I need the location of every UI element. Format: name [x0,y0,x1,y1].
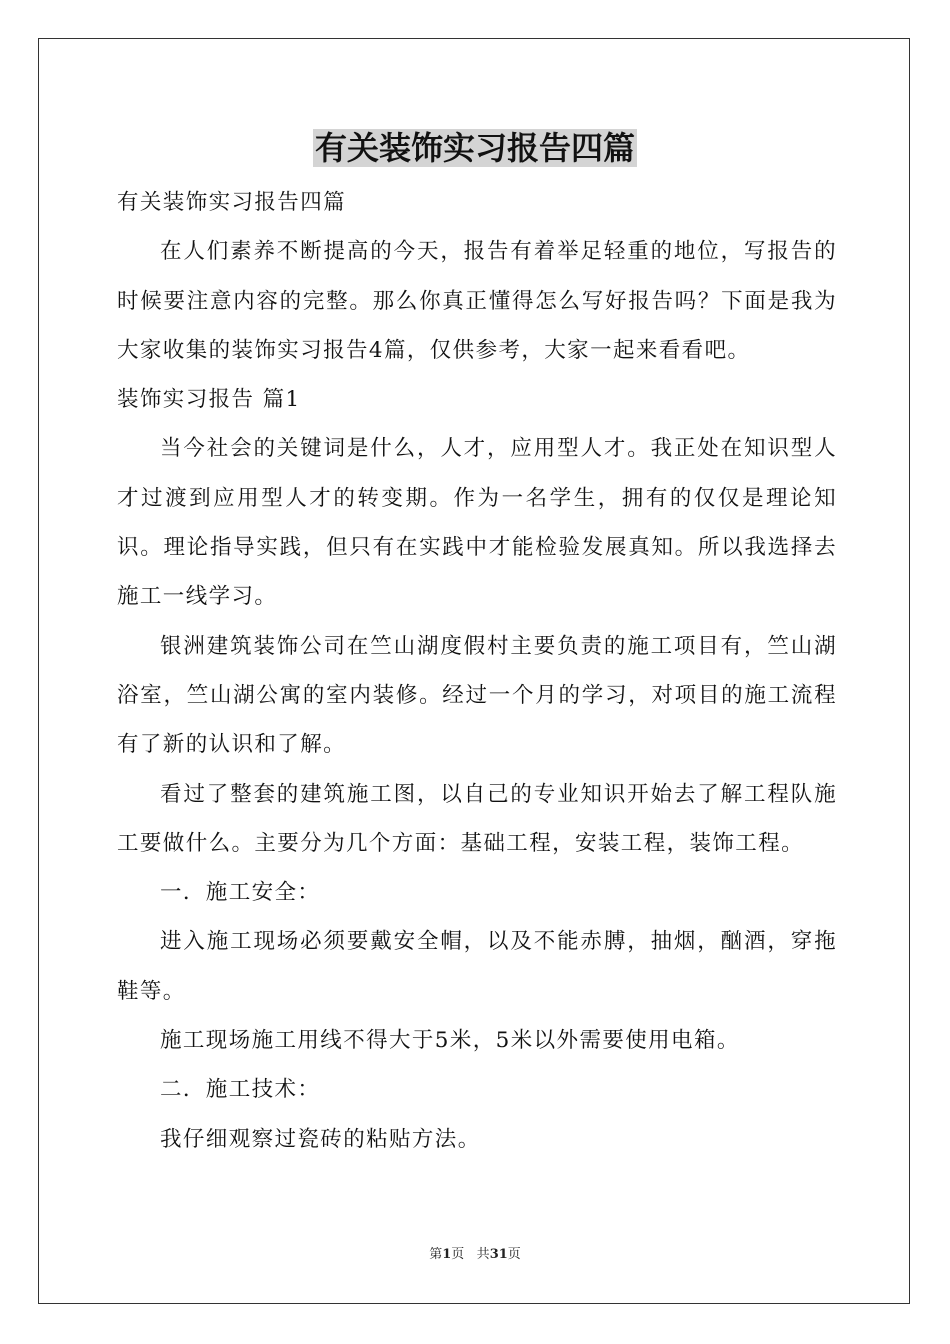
footer-total-suffix: 页 [507,1247,521,1262]
paragraph-drawings: 看过了整套的建筑施工图，以自己的专业知识开始去了解工程队施工要做什么。主要分为几个方面：基础工程，安装工程，装饰工程。 [117,781,837,856]
footer-prefix: 第 [429,1247,443,1262]
footer-page-suffix: 页 [451,1247,465,1262]
document-body [117,178,837,1164]
paragraph-keywords: 当今社会的关键词是什么，人才，应用型人才。我正处在知识型人才过渡到应用型人才的转变期。作为一名学生，拥有的仅仅是理论知识。理论指导实践，但只有在实践中才能检验发展真知。所以我选择去施工一线学习。 [117,436,837,610]
paragraph-company: 银洲建筑装饰公司在竺山湖度假村主要负责的施工项目有，竺山湖浴室，竺山湖公寓的室内装修。经过一个月的学习，对项目的施工流程有了新的认识和了解。 [117,633,837,758]
paragraph-safety-rules: 进入施工现场必须要戴安全帽，以及不能赤膊，抽烟，酗酒，穿拖鞋等。 [117,929,837,1004]
subheading-safety: 一．施工安全： [160,880,321,906]
footer-total-pages: 31 [489,1247,508,1262]
paragraph-wiring: 施工现场施工用线不得大于5米，5米以外需要使用电箱。 [160,1028,740,1054]
document-subtitle: 有关装饰实习报告四篇 [117,190,347,215]
paragraph-tiles: 我仔细观察过瓷砖的粘贴方法。 [160,1126,481,1152]
section-heading-part1: 装饰实习报告 篇1 [117,387,301,413]
document-title [0,126,950,170]
document-title-text: 有关装饰实习报告四篇 [314,129,635,167]
paragraph-intro: 在人们素养不断提高的今天，报告有着举足轻重的地位，写报告的时候要注意内容的完整。那么你真正懂得怎么写好报告吗？下面是我为大家收集的装饰实习报告4篇，仅供参考，大家一起来看看吧。 [117,239,837,363]
page-footer [0,1246,950,1264]
subheading-technique: 二．施工技术： [160,1077,321,1103]
footer-page-number: 1 [442,1247,452,1262]
footer-total-prefix: 共 [476,1247,490,1262]
